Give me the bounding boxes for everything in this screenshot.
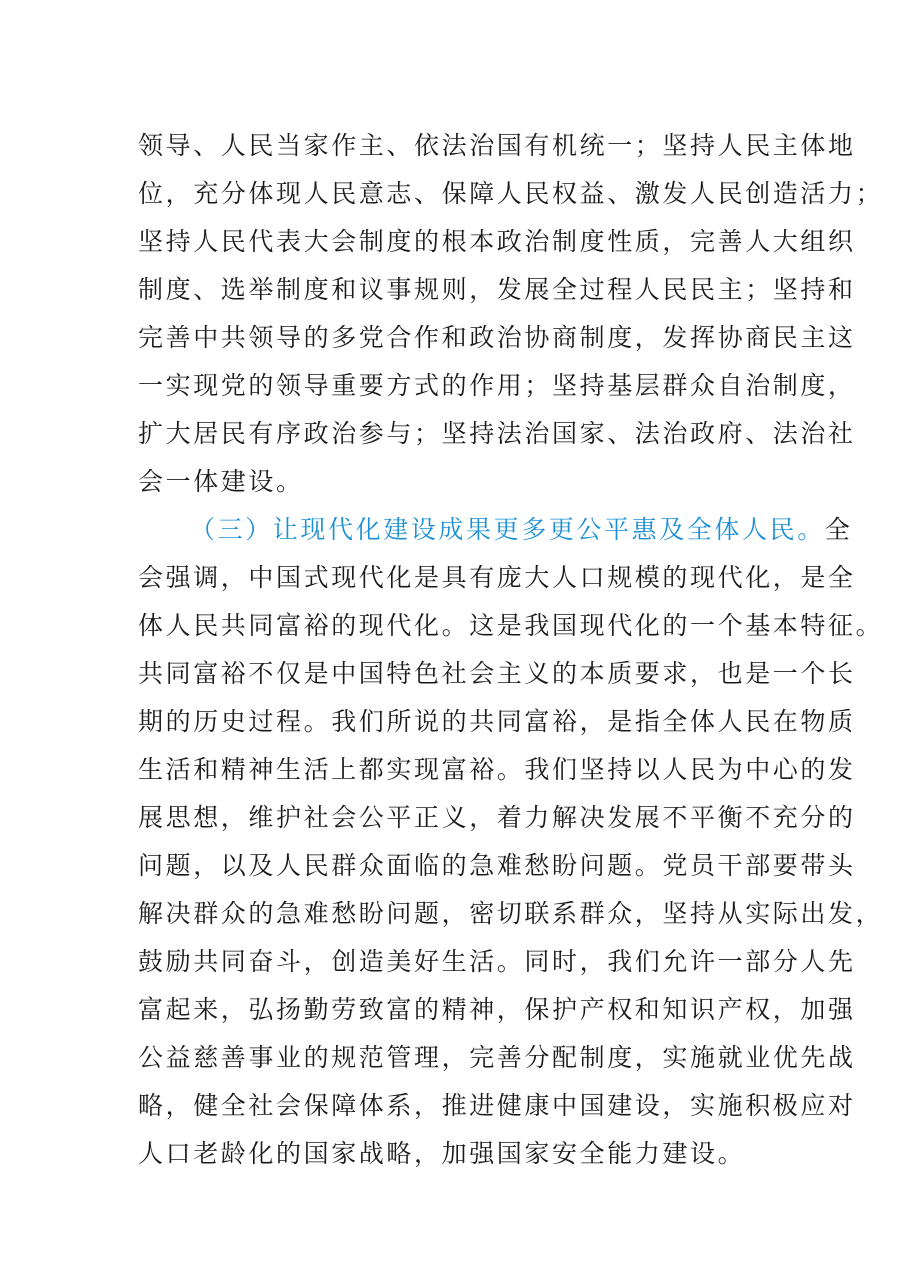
paragraph-line: 一实现党的领导重要方式的作用；坚持基层群众自治制度， <box>138 371 856 400</box>
paragraph-text: 全 <box>824 515 853 544</box>
paragraph-line: 会一体建设。 <box>138 467 304 496</box>
paragraph-line: 略，健全社会保障体系，推进健康中国建设，实施积极应对 <box>138 1091 856 1120</box>
document-body <box>138 122 884 1178</box>
paragraph-line: 完善中共领导的多党合作和政治协商制度，发挥协商民主这 <box>138 323 856 352</box>
paragraph-line: 生活和精神生活上都实现富裕。我们坚持以人民为中心的发 <box>138 755 856 784</box>
paragraph-line: 共同富裕不仅是中国特色社会主义的本质要求，也是一个长 <box>138 659 856 688</box>
paragraph-line: 扩大居民有序政治参与；坚持法治国家、法治政府、法治社 <box>138 419 856 448</box>
paragraph-line: 坚持人民代表大会制度的根本政治制度性质，完善人大组织 <box>138 227 856 256</box>
paragraph-line: 解决群众的急难愁盼问题，密切联系群众，坚持从实际出发， <box>138 899 884 928</box>
section-heading: （三）让现代化建设成果更多更公平惠及全体人民。 <box>190 515 825 544</box>
paragraph-line: 位，充分体现人民意志、保障人民权益、激发人民创造活力； <box>138 179 884 208</box>
paragraph-line: 公益慈善事业的规范管理，完善分配制度，实施就业优先战 <box>138 1043 856 1072</box>
paragraph-line: 问题，以及人民群众面临的急难愁盼问题。党员干部要带头 <box>138 851 856 880</box>
paragraph-line: 体人民共同富裕的现代化。这是我国现代化的一个基本特征。 <box>138 611 884 640</box>
section-heading-line <box>138 506 853 554</box>
paragraph-line: 富起来，弘扬勤劳致富的精神，保护产权和知识产权，加强 <box>138 995 856 1024</box>
paragraph-line: 领导、人民当家作主、依法治国有机统一；坚持人民主体地 <box>138 131 856 160</box>
paragraph-line: 期的历史过程。我们所说的共同富裕，是指全体人民在物质 <box>138 707 856 736</box>
paragraph-line: 制度、选举制度和议事规则，发展全过程人民民主；坚持和 <box>138 275 856 304</box>
paragraph-line: 展思想，维护社会公平正义，着力解决发展不平衡不充分的 <box>138 803 856 832</box>
paragraph-line: 会强调，中国式现代化是具有庞大人口规模的现代化，是全 <box>138 563 856 592</box>
paragraph-line: 人口老龄化的国家战略，加强国家安全能力建设。 <box>138 1139 746 1168</box>
paragraph-line: 鼓励共同奋斗，创造美好生活。同时，我们允许一部分人先 <box>138 947 856 976</box>
